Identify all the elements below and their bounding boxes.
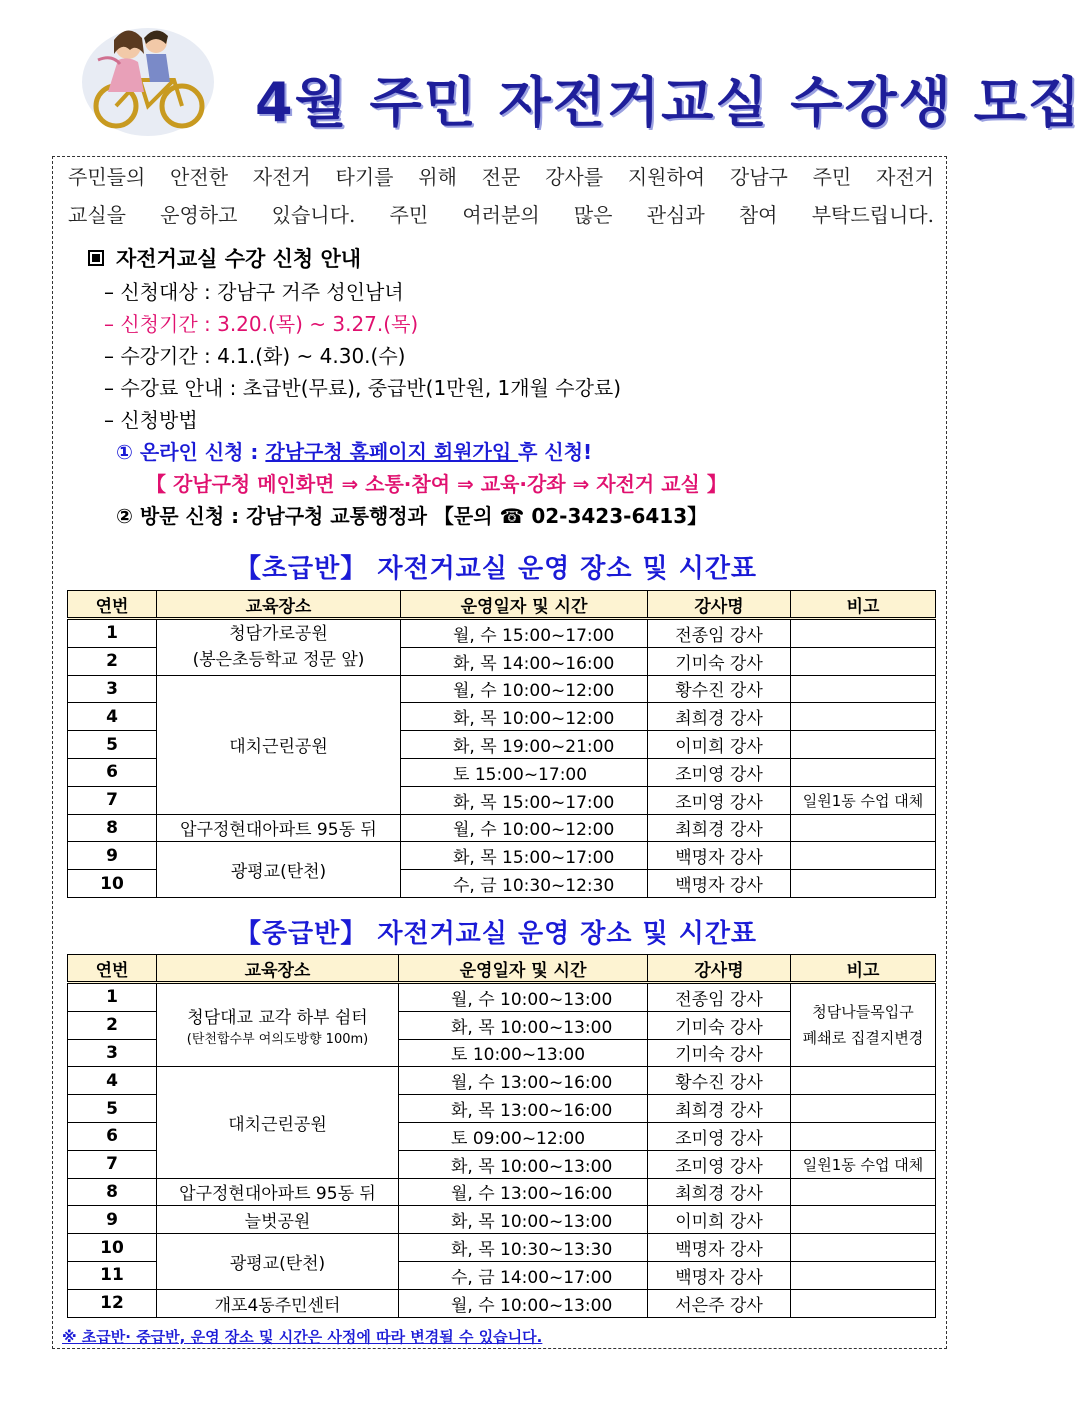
row-no: 5 [68,731,157,759]
time-cell: 화, 목 15:00~17:00 [401,842,648,870]
note-cell [791,758,936,786]
row-no: 11 [68,1261,157,1289]
row-no: 2 [68,647,157,675]
teacher-cell: 조미영 강사 [648,1122,791,1150]
note-cell [791,647,936,675]
guide-heading [88,240,948,276]
square-bullet-icon [88,250,104,266]
intro-line-1: 주민들의 안전한 자전거 타기를 위해 전문 강사를 지원하여 강남구 주민 자전거 [68,165,934,189]
guide-period: – 신청기간 : 3.20.(목) ~ 3.27.(목) [104,312,419,336]
note-cell [791,1178,936,1206]
col-header-place: 교육장소 [157,591,401,619]
col-header-note: 비고 [791,591,936,619]
place-cell: 늘벗공원 [157,1206,399,1234]
time-cell: 화, 목 15:00~17:00 [401,786,648,814]
note-cell [791,619,936,648]
col-header-no: 연번 [68,591,157,619]
table-row [68,1067,936,1095]
guide-visit: ② 방문 신청 : 강남구청 교통행정과 【문의 ☎ 02-3423-6413】 [116,504,708,528]
time-cell: 화, 목 10:00~13:00 [399,1011,648,1039]
row-no: 3 [68,675,157,703]
time-cell: 화, 목 19:00~21:00 [401,731,648,759]
time-cell: 화, 목 10:00~12:00 [401,703,648,731]
place-cell: 압구정현대아파트 95동 뒤 [157,1178,399,1206]
note-cell [791,1206,936,1234]
table-row [68,842,936,870]
intro-paragraph [68,158,934,234]
table-row [68,619,936,648]
online-suffix: 후 신청! [518,440,593,464]
online-prefix: ① 온라인 신청 : [116,440,266,464]
time-cell: 화, 목 13:00~16:00 [399,1095,648,1123]
row-no: 12 [68,1289,157,1317]
place-detail: (탄천합수부 여의도방향 100m) [186,1032,369,1048]
guide-course-period: – 수강기간 : 4.1.(화) ~ 4.30.(수) [104,344,406,368]
time-cell: 월, 수 10:00~13:00 [399,983,648,1012]
col-header-place: 교육장소 [157,955,399,983]
table-row [68,1206,936,1234]
teacher-cell: 최희경 강사 [648,1095,791,1123]
beginner-title: 【초급반】 자전거교실 운영 장소 및 시간표 [234,554,758,584]
table-header-row [68,955,936,983]
table-row [68,1234,936,1262]
time-cell: 화, 목 10:30~13:30 [399,1234,648,1262]
guide-fee: – 수강료 안내 : 초급반(무료), 중급반(1만원, 1개월 수강료) [104,376,622,400]
teacher-cell: 백명자 강사 [648,870,791,898]
col-header-note: 비고 [791,955,936,983]
place-cell: 압구정현대아파트 95동 뒤 [157,814,401,842]
header [0,0,1082,150]
row-no: 9 [68,1206,157,1234]
teacher-cell: 이미희 강사 [648,1206,791,1234]
time-cell: 월, 수 15:00~17:00 [401,619,648,648]
guide-heading-text: 자전거교실 수강 신청 안내 [116,247,362,271]
row-no: 8 [68,1178,157,1206]
time-cell: 토 09:00~12:00 [399,1122,648,1150]
time-cell: 화, 목 10:00~13:00 [399,1206,648,1234]
teacher-cell: 황수진 강사 [648,675,791,703]
place-cell: 대치근린공원 [157,675,401,814]
time-cell: 월, 수 13:00~16:00 [399,1178,648,1206]
row-no: 4 [68,703,157,731]
table-row [68,675,936,703]
couple-on-bicycle-illustration [78,20,218,138]
row-no: 6 [68,758,157,786]
teacher-cell: 백명자 강사 [648,842,791,870]
table-row [68,1289,936,1317]
time-cell: 월, 수 10:00~12:00 [401,675,648,703]
place-cell: 광평교(탄천) [157,842,401,898]
note-cell [791,675,936,703]
col-header-teacher: 강사명 [648,955,791,983]
time-cell: 토 10:00~13:00 [399,1039,648,1067]
time-cell: 화, 목 10:00~13:00 [399,1150,648,1178]
teacher-cell: 최희경 강사 [648,703,791,731]
teacher-cell: 기미숙 강사 [648,1039,791,1067]
time-cell: 수, 금 14:00~17:00 [399,1261,648,1289]
row-no: 10 [68,870,157,898]
intro-line-2: 교실을 운영하고 있습니다. 주민 여러분의 많은 관심과 참여 부탁드립니다. [68,203,934,227]
teacher-cell: 황수진 강사 [648,1067,791,1095]
teacher-cell: 백명자 강사 [648,1234,791,1262]
teacher-cell: 조미영 강사 [648,786,791,814]
guide-online [88,436,948,468]
col-header-no: 연번 [68,955,157,983]
col-header-teacher: 강사명 [648,591,791,619]
teacher-cell: 전종임 강사 [648,983,791,1012]
place-cell: 개포4동주민센터 [157,1289,399,1317]
table-header-row [68,591,936,619]
col-header-time: 운영일자 및 시간 [401,591,648,619]
teacher-cell: 기미숙 강사 [648,1011,791,1039]
table-row [68,983,936,1012]
table-row [68,1178,936,1206]
place-cell [157,983,399,1067]
note-cell: 청담나들목입구 폐쇄로 집결지변경 [791,983,936,1067]
intermediate-title: 【중급반】 자전거교실 운영 장소 및 시간표 [234,919,758,949]
note-cell: 일원1동 수업 대체 [791,1150,936,1178]
beginner-table [67,590,936,898]
note-cell [791,814,936,842]
time-cell: 화, 목 14:00~16:00 [401,647,648,675]
row-no: 7 [68,1150,157,1178]
row-no: 8 [68,814,157,842]
row-no: 1 [68,619,157,648]
note-cell [791,1261,936,1289]
note-cell [791,1095,936,1123]
footnote: ※ 초급반· 중급반, 운영 장소 및 시간은 사정에 따라 변경될 수 있습니다. [62,1328,543,1346]
teacher-cell: 이미희 강사 [648,731,791,759]
teacher-cell: 조미영 강사 [648,1150,791,1178]
teacher-cell: 기미숙 강사 [648,647,791,675]
note-cell [791,703,936,731]
row-no: 3 [68,1039,157,1067]
note-cell [791,1234,936,1262]
guide-online-path: 【 강남구청 메인화면 ⇒ 소통·참여 ⇒ 교육·강좌 ⇒ 자전거 교실 】 [146,472,727,496]
row-no: 4 [68,1067,157,1095]
time-cell: 월, 수 10:00~12:00 [401,814,648,842]
page-title: 4월 주민 자전거교실 수강생 모집 [255,71,1082,134]
row-no: 9 [68,842,157,870]
time-cell: 토 15:00~17:00 [401,758,648,786]
time-cell: 월, 수 13:00~16:00 [399,1067,648,1095]
note-cell [791,1122,936,1150]
note-cell [791,842,936,870]
row-no: 10 [68,1234,157,1262]
time-cell: 월, 수 10:00~13:00 [399,1289,648,1317]
teacher-cell: 최희경 강사 [648,814,791,842]
guide-target: – 신청대상 : 강남구 거주 성인남녀 [104,280,404,304]
note-cell [791,1289,936,1317]
note-cell [791,870,936,898]
homepage-link[interactable]: 강남구청 홈페이지 회원가입 [265,440,519,464]
application-guide [88,240,948,532]
row-no: 5 [68,1095,157,1123]
row-no: 1 [68,983,157,1012]
teacher-cell: 조미영 강사 [648,758,791,786]
teacher-cell: 백명자 강사 [648,1261,791,1289]
guide-method: – 신청방법 [104,408,198,432]
note-cell [791,1067,936,1095]
teacher-cell: 전종임 강사 [648,619,791,648]
note-cell [791,731,936,759]
teacher-cell: 서은주 강사 [648,1289,791,1317]
col-header-time: 운영일자 및 시간 [399,955,648,983]
time-cell: 수, 금 10:30~12:30 [401,870,648,898]
table-row [68,814,936,842]
teacher-cell: 최희경 강사 [648,1178,791,1206]
row-no: 7 [68,786,157,814]
place-cell: 청담가로공원 (봉은초등학교 정문 앞) [157,619,401,676]
intermediate-table [67,954,936,1318]
row-no: 2 [68,1011,157,1039]
place-cell: 광평교(탄천) [157,1234,399,1290]
place-cell: 대치근린공원 [157,1067,399,1178]
place-name: 청담대교 교각 하부 쉼터 [187,1008,368,1029]
note-cell: 일원1동 수업 대체 [791,786,936,814]
row-no: 6 [68,1122,157,1150]
